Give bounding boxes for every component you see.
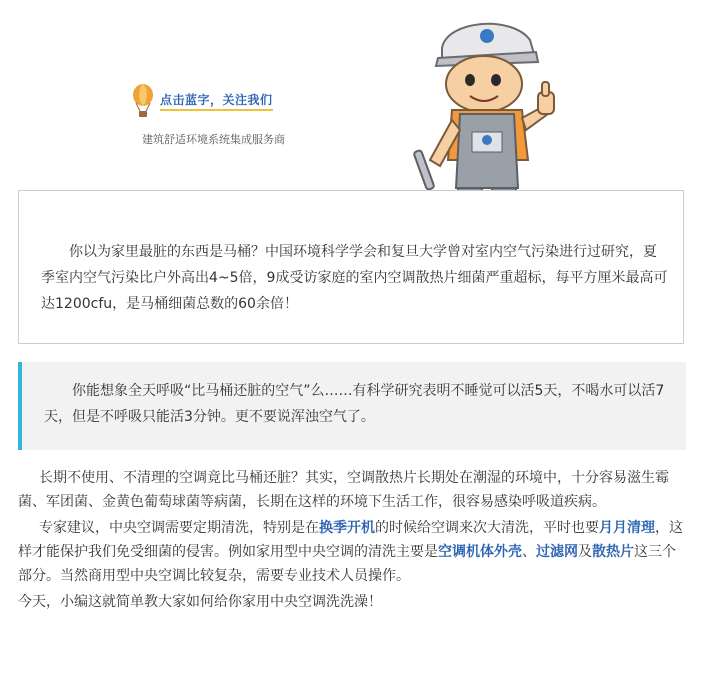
hot-air-balloon-icon bbox=[130, 84, 156, 118]
body-paragraph-2 bbox=[18, 516, 688, 588]
quote-paragraph: 你能想象全天呼吸“比马桶还脏的空气”么……有科学研究表明不睡觉可以活5天，不喝水可以活7天，但是不呼吸只能活3分钟。更不要说浑浊空气了。 bbox=[44, 383, 665, 425]
highlight-unit-shell: 空调机体外壳 bbox=[438, 544, 522, 560]
body-paragraph-3: 今天，小编这就简单教大家如何给你家用中央空调洗洗澡！ bbox=[18, 594, 382, 610]
p2-text-f: 这三个部分。当然商用型中央空调比较复杂，需要专业技术人员操作。 bbox=[18, 544, 676, 584]
quote-box bbox=[18, 362, 686, 450]
follow-text[interactable]: 点击蓝字，关注我们 bbox=[160, 91, 273, 111]
p2-text-c: ，这样才能保护我们免受细菌的侵害。例如家用型中央空调的清洗主要是 bbox=[18, 520, 683, 560]
highlight-heat-sink: 散热片 bbox=[592, 544, 634, 560]
quote-accent-bar bbox=[18, 362, 22, 450]
worker-mascot-image bbox=[412, 10, 562, 220]
p2-text-d: 、 bbox=[522, 544, 536, 560]
body-paragraph-1: 长期不使用、不清理的空调竟比马桶还脏？其实，空调散热片长期处在潮湿的环境中，十分容易滋生霉菌、军团菌、金黄色葡萄球菌等病菌，长期在这样的环境下生活工作，很容易感染呼吸道疾病。 bbox=[18, 470, 669, 510]
p2-text-a: 专家建议，中央空调需要定期清洗，特别是在 bbox=[39, 520, 319, 536]
follow-banner[interactable] bbox=[130, 84, 273, 118]
subtitle: 建筑舒适环境系统集成服务商 bbox=[142, 133, 285, 146]
header bbox=[0, 0, 705, 190]
p2-text-e: 及 bbox=[578, 544, 592, 560]
intro-box bbox=[18, 190, 684, 344]
highlight-season-start: 换季开机 bbox=[319, 520, 375, 536]
highlight-monthly-clean: 月月清理 bbox=[599, 520, 655, 536]
highlight-filter: 过滤网 bbox=[536, 544, 578, 560]
p2-text-b: 的时候给空调来次大清洗，平时也要 bbox=[375, 520, 599, 536]
intro-paragraph: 你以为家里最脏的东西是马桶？中国环境科学学会和复旦大学曾对室内空气污染进行过研究，夏季室内空气污染比户外高出4~5倍，9成受访家庭的室内空调散热片细菌严重超标，每平方厘米最高可达1200cfu，是马桶细菌总数的60余倍！ bbox=[41, 244, 668, 312]
article-body bbox=[18, 466, 688, 616]
